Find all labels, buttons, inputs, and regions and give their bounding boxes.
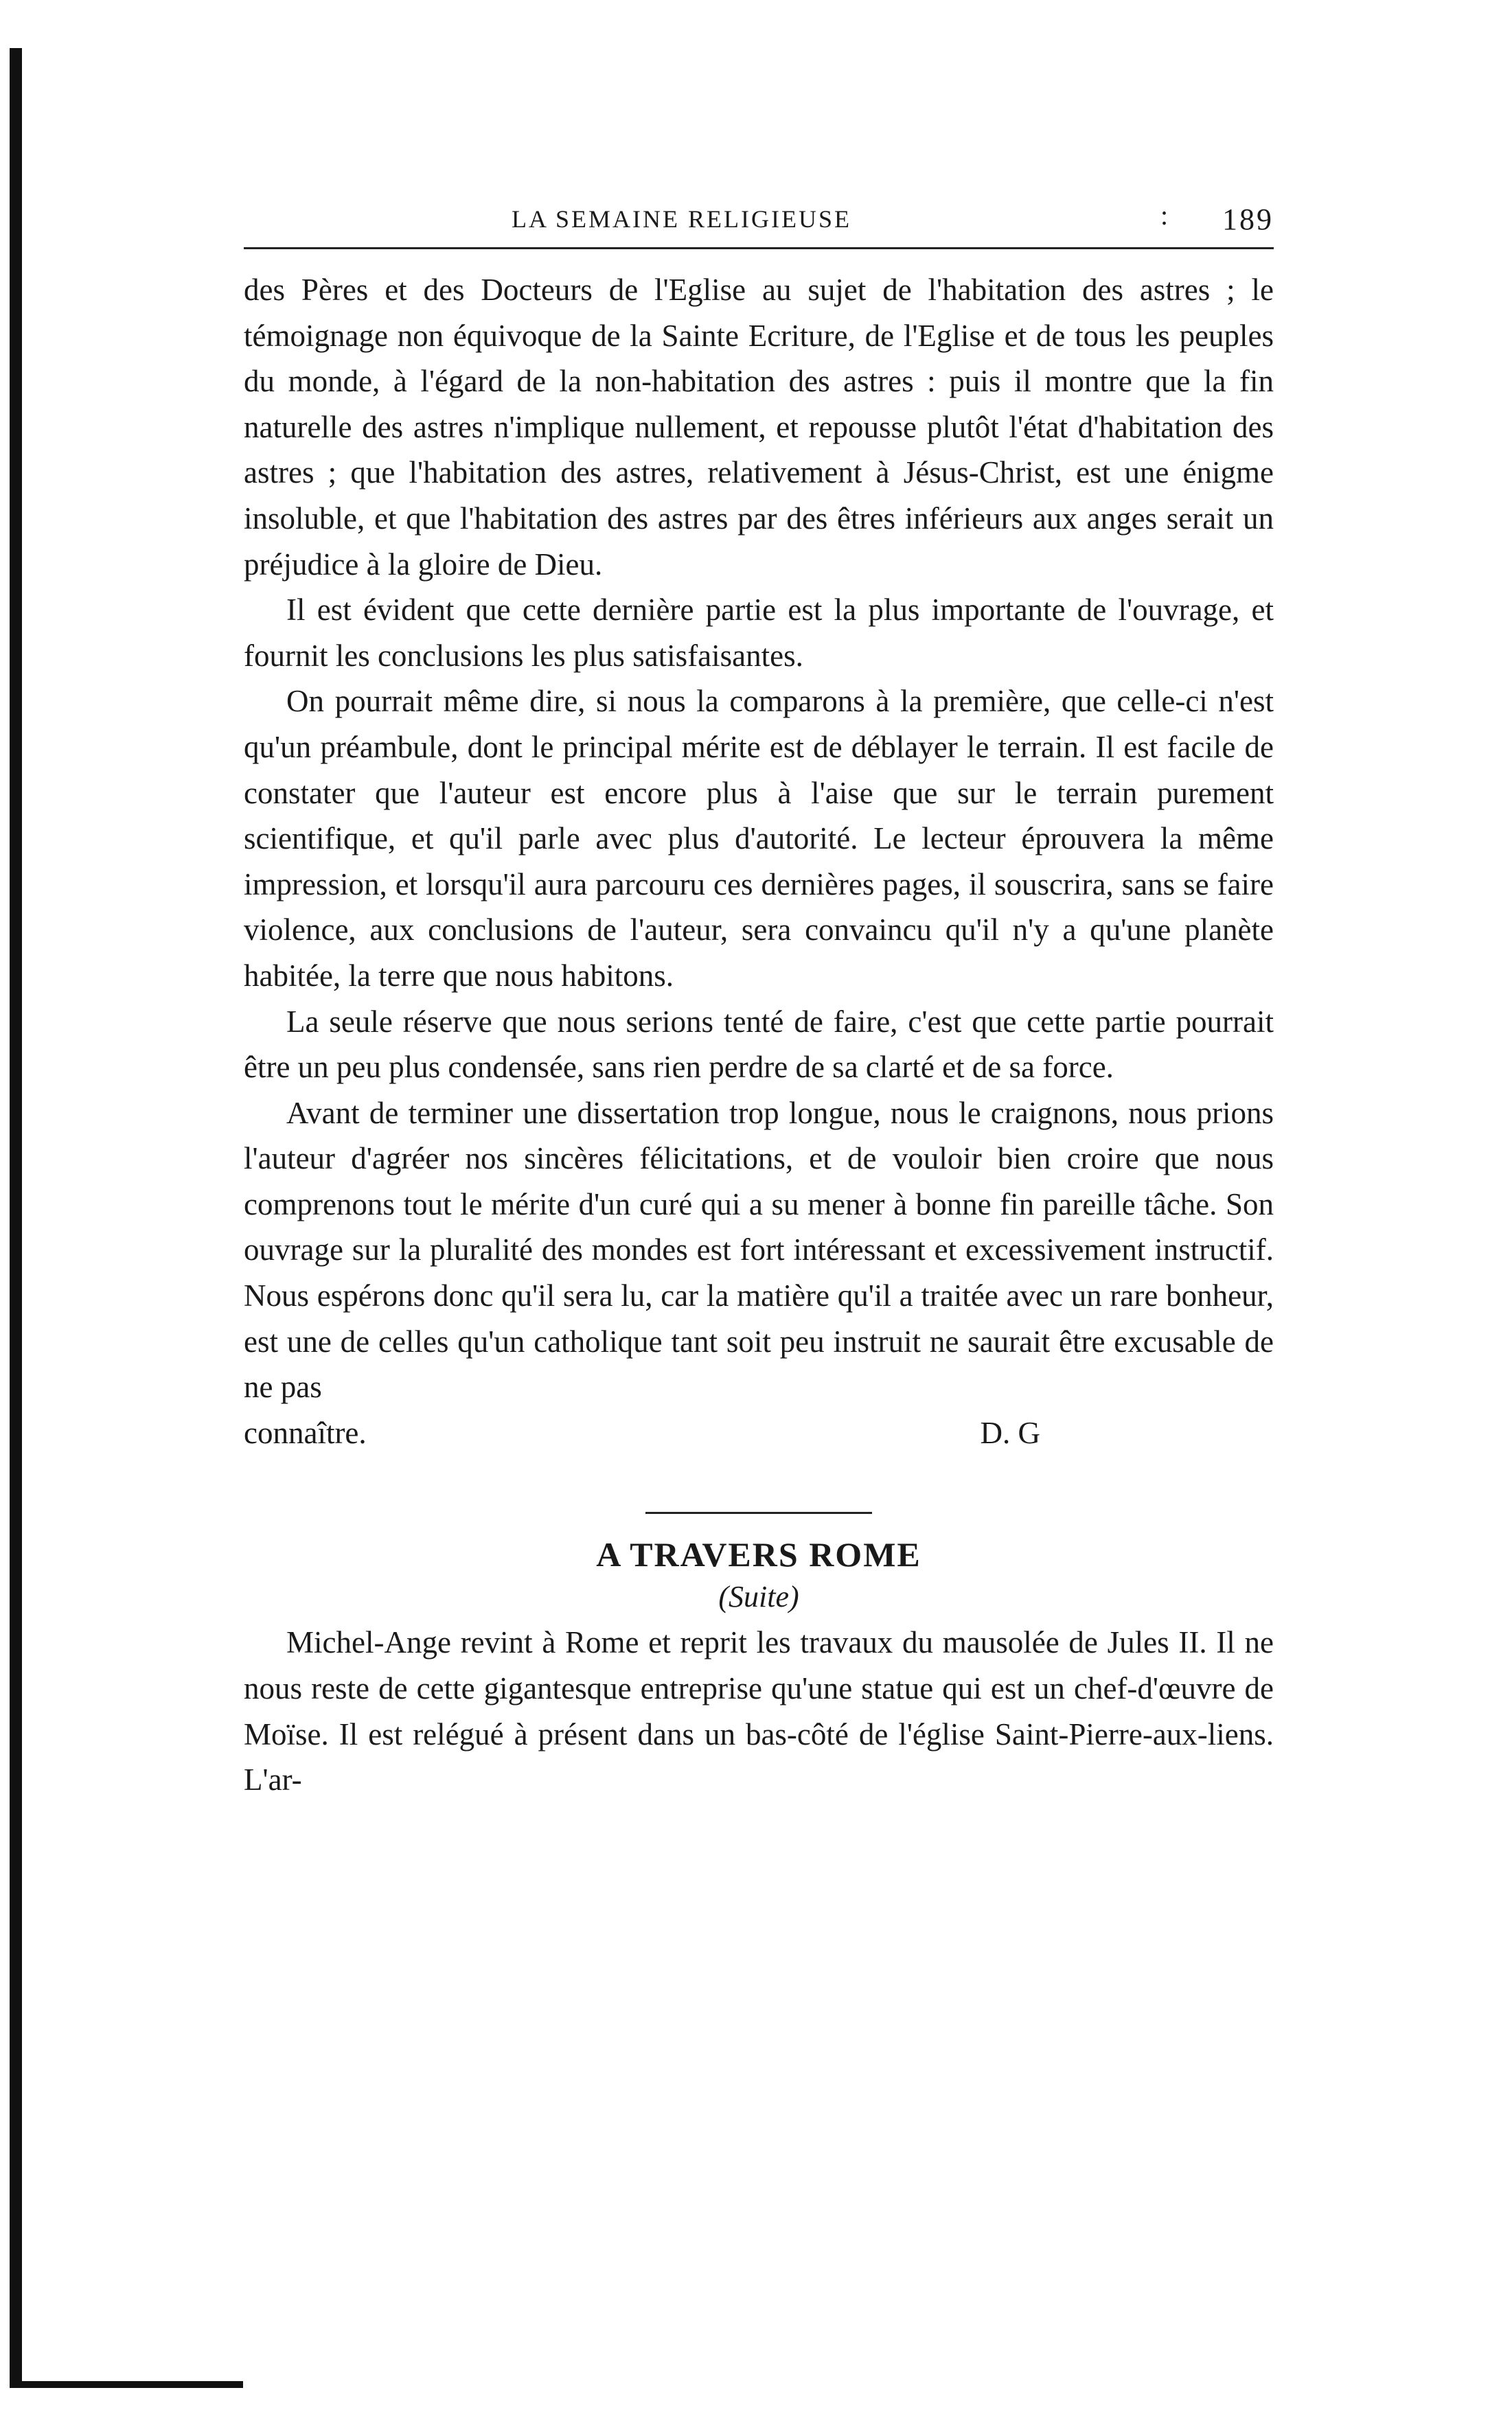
page-number: 189 bbox=[1222, 203, 1274, 236]
closing-line bbox=[244, 1410, 1274, 1456]
paragraph: Avant de terminer une dissertation trop longue, nous le craignons, nous prions l'auteur d'agréer nos sincères félicitations, et de vouloir bien croire que nous comprenons tout le mérite d'un curé qui a su mener à bonne fin pareille tâche. Son ouvrage sur la pluralité des mondes est fort intéressant et excessivement instructif. Nous espérons donc qu'il sera lu, car la matière qu'il a traitée avec un rare bonheur, est une de celles qu'un catholique tant soit peu instruit ne saurait être excusable de ne pas bbox=[244, 1095, 1274, 1405]
closing-word: connaître. bbox=[244, 1415, 367, 1450]
binding-edge bbox=[10, 48, 22, 2382]
paragraph: Il est évident que cette dernière partie est la plus importante de l'ouvrage, et fournit les conclusions les plus satisfaisantes. bbox=[244, 593, 1274, 673]
section-title: A TRAVERS ROME bbox=[596, 1535, 921, 1574]
header-rule bbox=[244, 247, 1274, 249]
header-colon: : bbox=[1160, 200, 1171, 231]
running-header bbox=[244, 199, 1274, 240]
review-text bbox=[244, 267, 1274, 1456]
section-subtitle: (Suite) bbox=[718, 1580, 799, 1614]
section-divider bbox=[645, 1512, 872, 1514]
paragraph: Michel-Ange revint à Rome et reprit les travaux du mausolée de Jules II. Il ne nous reste de cette gigantesque entreprise qu'une statue qui est un chef-d'œuvre de Moïse. Il est relégué à présent dans un bas-côté de l'église Saint-Pierre-aux-liens. L'ar- bbox=[244, 1625, 1274, 1797]
paragraph: On pourrait même dire, si nous la comparons à la première, que celle-ci n'est qu'un préambule, dont le principal mérite est de déblayer le terrain. Il est facile de constater que l'auteur est encore plus à l'aise que sur le terrain purement scientifique, et qu'il parle avec plus d'autorité. Le lecteur éprouvera la même impression, et lorsqu'il aura parcouru ces dernières pages, il souscrira, sans se faire violence, aux conclusions de l'auteur, sera convaincu qu'il n'y a qu'une planète habitée, la terre que nous habitons. bbox=[244, 684, 1274, 993]
journal-title: LA SEMAINE RELIGIEUSE bbox=[512, 205, 851, 233]
binding-edge-bottom bbox=[10, 2381, 243, 2388]
page bbox=[244, 199, 1274, 1803]
paragraph: La seule réserve que nous serions tenté de faire, c'est que cette partie pourrait être un peu plus condensée, sans rien perdre de sa clarté et de sa force. bbox=[244, 1004, 1274, 1085]
section-text bbox=[244, 1620, 1274, 1802]
author-signature: D. G bbox=[980, 1415, 1040, 1450]
paragraph: des Pères et des Docteurs de l'Eglise au sujet de l'habitation des astres ; le témoignage non équivoque de la Sainte Ecriture, de l'Eglise et de tous les peuples du monde, à l'égard de la non-habitation des astres : puis il montre que la fin naturelle des astres n'implique nullement, et repousse plutôt l'état d'habitation des astres ; que l'habitation des astres, relativement à Jésus-Christ, est une énigme insoluble, et que l'habitation des astres par des êtres inférieurs aux anges serait un préjudice à la gloire de Dieu. bbox=[244, 273, 1274, 582]
